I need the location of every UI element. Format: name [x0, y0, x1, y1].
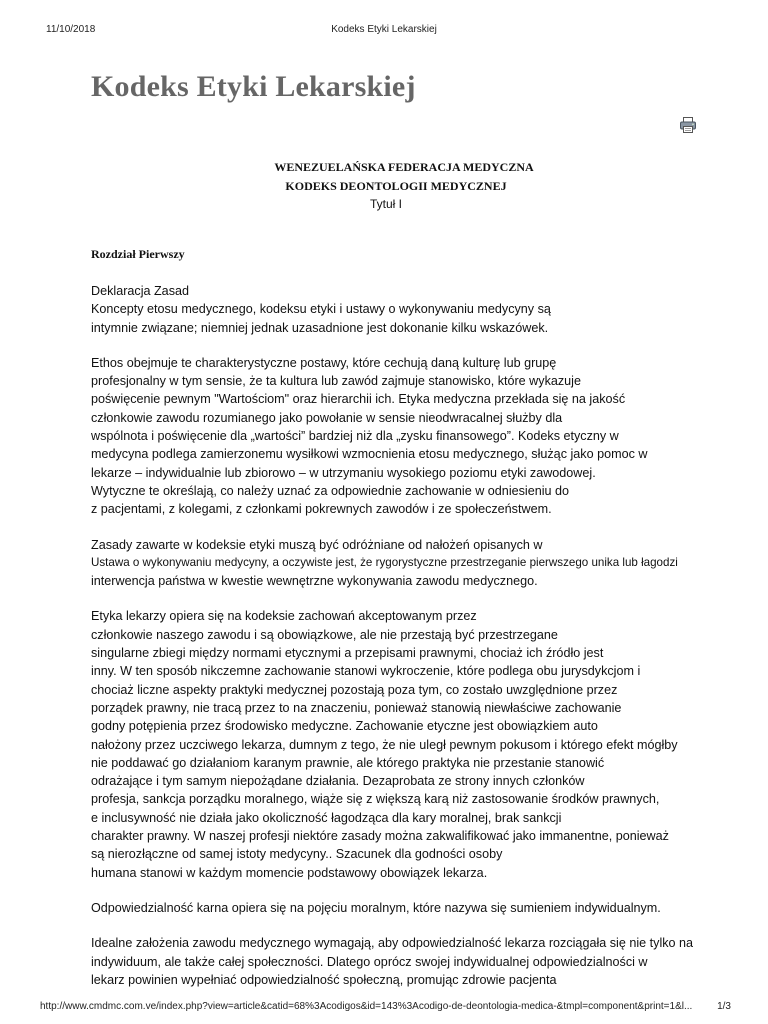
text-line: Ustawa o wykonywaniu medycyny, a oczywiste jest, że rygorystyczne przestrzeganie pierwszego unika lub łagodzi — [91, 555, 678, 569]
footer-url: http://www.cmdmc.com.ve/index.php?view=article&catid=68%3Acodigos&id=143%3Acodigo-de-deontologia-medica-&tmpl=component&print=1&l... — [40, 1001, 693, 1012]
code-heading: KODEKS DEONTOLOGII MEDYCZNEJ — [285, 179, 507, 193]
text-line: z pacjentami, z kolegami, z członkami pokrewnych zawodów i ze społeczeństwem. — [91, 502, 552, 517]
text-line: Odpowiedzialność karna opiera się na pojęciu moralnym, które nazywa się sumieniem indywidualnym. — [91, 900, 661, 915]
text-line: członkowie zawodu rozumianego jako powołanie w sensie nieodwracalnej służby dla — [91, 410, 563, 425]
paragraph — [91, 282, 731, 337]
text-line: wspólnota i poświęcenie dla „wartości” bardziej niż dla „zysku finansowego”. Kodeks etyczny w — [91, 429, 619, 444]
paragraph — [91, 536, 731, 591]
text-line: profesjonalny w tym sensie, że ta kultura lub zawód zajmuje stanowisko, które wykazuje — [91, 374, 581, 389]
text-line: profesja, sankcja porządku moralnego, wiąże się z większą karą niż zastosowanie środków prawnych, — [91, 792, 660, 807]
text-line: lekarz powinien wypełniać odpowiedzialność społeczną, promując zdrowie pacjenta — [91, 972, 557, 987]
text-line: chociaż liczne aspekty praktyki medycznej pozostają poza tym, co zostało uwzględnione przez — [91, 682, 618, 697]
text-line: Zasady zawarte w kodeksie etyki muszą być odróżniane od nałożeń opisanych w — [91, 537, 543, 552]
text-line: poświęcenie pewnym "Wartościom" oraz hierarchii ich. Etyka medyczna przekłada się na jakość — [91, 392, 626, 407]
text-line: Koncepty etosu medycznego, kodeksu etyki i ustawy o wykonywaniu medycyny są — [91, 302, 551, 317]
text-line: e inclusywność nie działa jako okoliczność łagodząca dla kary moralnej, brak sankcji — [91, 810, 562, 825]
paragraph — [91, 607, 731, 881]
page-title: Kodeks Etyki Lekarskiej — [91, 70, 416, 103]
chapter-heading: Rozdział Pierwszy — [91, 247, 185, 261]
print-title: Kodeks Etyki Lekarskiej — [331, 24, 437, 35]
text-line: Wytyczne te określają, co należy uznać za odpowiednie zachowanie w odniesieniu do — [91, 483, 570, 498]
paragraph — [91, 934, 731, 989]
print-date: 11/10/2018 — [46, 24, 96, 35]
text-line: charakter prawny. W naszej profesji niektóre zasady można zakwalifikować jako immanentne, ponieważ — [91, 829, 669, 844]
text-line: godny potępienia przez środowisko medyczne. Zachowanie etyczne jest obowiązkiem auto — [91, 719, 598, 734]
text-line: humana stanowi w każdym momencie podstawowy obowiązek lekarza. — [91, 865, 488, 880]
printer-icon[interactable] — [679, 116, 697, 134]
text-line: porządek prawny, nie tracą przez to na znaczeniu, ponieważ stanowią niewłaściwe zachowanie — [91, 700, 622, 715]
text-line: singularne zbiegi między normami etycznymi a przepisami prawnymi, chociaż ich źródło jest — [91, 646, 604, 661]
text-line: lekarze – indywidualnie lub zbiorowo – w utrzymaniu wysokiego poziomu etyki zawodowej. — [91, 465, 596, 480]
text-line: Etyka lekarzy opiera się na kodeksie zachowań akceptowanym przez — [91, 609, 477, 624]
text-line: Idealne założenia zawodu medycznego wymagają, aby odpowiedzialność lekarza rozciągała się nie tylko na — [91, 936, 694, 951]
title-heading: Tytuł I — [369, 197, 402, 211]
text-line: nie poddawać go działaniom karanym prawnie, ale którego praktyka nie przestanie stanowić — [91, 755, 605, 770]
text-line: medycyna podlega zamierzonemu wysiłkowi wzmocnienia etosu medycznego, służąc jako pomoc w — [91, 447, 648, 462]
text-line: są nierozłączne od samej istoty medycyny.. Szacunek dla godności osoby — [91, 847, 503, 862]
text-line: interwencja państwa w kwestie wewnętrzne wykonywania zawodu medycznego. — [91, 574, 538, 589]
federation-heading: WENEZUELAŃSKA FEDERACJA MEDYCZNA — [274, 160, 534, 174]
text-line: indywiduum, ale także całej społeczności. Dlatego oprócz swojej indywidualnej odpowiedzialności w — [91, 954, 648, 969]
text-line: członkowie naszego zawodu i są obowiązkowe, ale nie przestają być przestrzegane — [91, 627, 558, 642]
article-body — [91, 282, 731, 1006]
text-line: Deklaracja Zasad — [91, 284, 189, 298]
text-line: inny. W ten sposób nikczemne zachowanie stanowi wykroczenie, które podlega obu jurysdykcjom i — [91, 664, 641, 679]
text-line: intymnie związane; niemniej jednak uzasadnione jest dokonanie kilku wskazówek. — [91, 320, 549, 335]
page-number: 1/3 — [717, 1001, 731, 1012]
text-line: Ethos obejmuje te charakterystyczne postawy, które cechują daną kulturę lub grupę — [91, 355, 557, 370]
paragraph — [91, 899, 731, 917]
paragraph — [91, 354, 731, 519]
text-line: nałożony przez uczciwego lekarza, dumnym z tego, że nie uległ pewnym pokusom i którego efekt mógłby — [91, 737, 678, 752]
text-line: odrażające i tym samym niepożądane działania. Dezaprobata ze strony innych członków — [91, 774, 585, 789]
